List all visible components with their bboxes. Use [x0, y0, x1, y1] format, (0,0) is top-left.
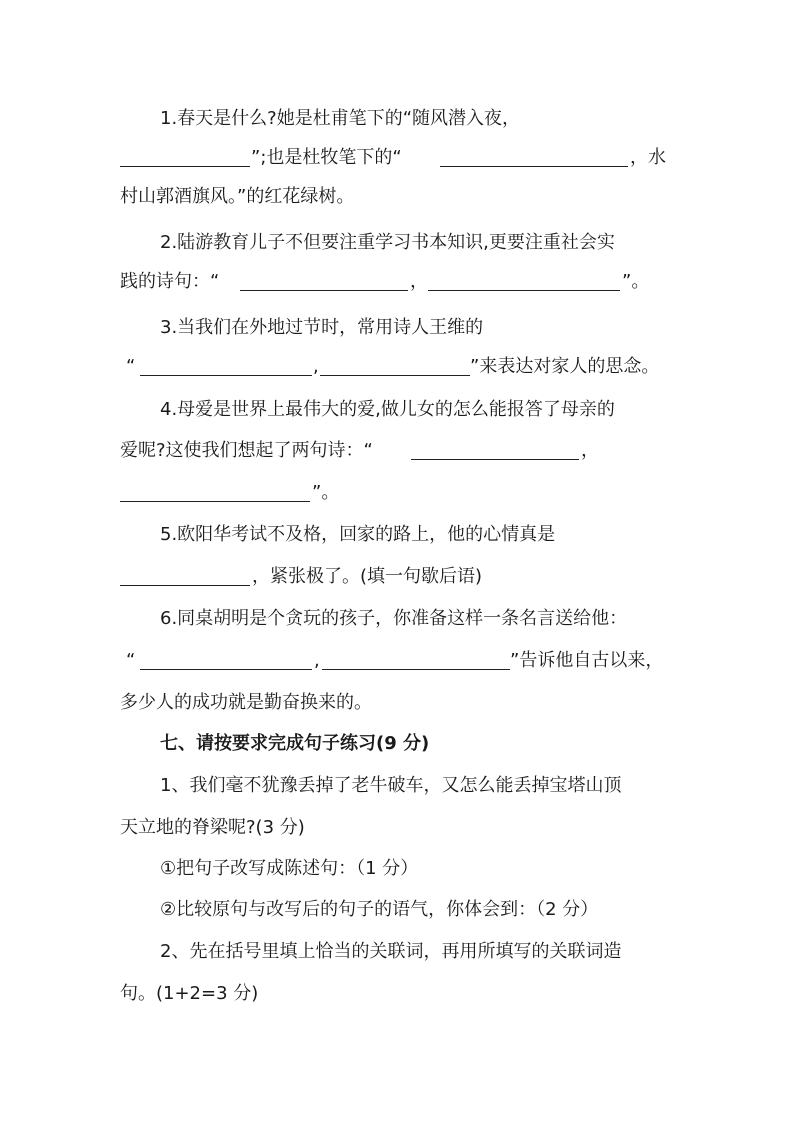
answer-blank[interactable] [120, 568, 250, 586]
q4-text-a: 4.母爱是世界上最伟大的爱,做儿女的怎么能报答了母亲的 [160, 399, 615, 420]
q1-text-a: 1.春天是什么?她是杜甫笔下的“随风潜入夜， [160, 108, 521, 129]
q6-text-b: “ [126, 650, 136, 671]
answer-blank[interactable] [428, 273, 620, 291]
answer-blank[interactable] [140, 358, 312, 376]
s7-text-1a: 1、我们毫不犹豫丢掉了老牛破车，又怎么能丢掉宝塔山顶 [160, 775, 622, 796]
answer-blank[interactable] [140, 652, 312, 670]
q5-text-b: ，紧张极了。(填一句歇后语) [252, 566, 483, 587]
q4-text-c: ， [581, 440, 599, 461]
q3-text-b: “ [126, 356, 136, 377]
q1-text-b: ”;也是杜牧笔下的“ [251, 147, 402, 168]
s7-text-1d: ②比较原句与改写后的句子的语气，你体会到：（2 分） [160, 899, 599, 920]
s7-text-2a: 2、先在括号里填上恰当的关联词，再用所填写的关联词造 [160, 941, 622, 962]
s7-text-1b: 天立地的脊梁呢?(3 分) [120, 817, 305, 838]
answer-blank[interactable] [320, 358, 470, 376]
q1-text-d: 村山郭酒旗风。”的红花绿树。 [120, 186, 355, 207]
q2-text-a: 2.陆游教育儿子不但要注重学习书本知识,更要注重社会实 [160, 232, 615, 253]
answer-blank[interactable] [240, 273, 408, 291]
q6-text-a: 6.同桌胡明是个贪玩的孩子，你准备这样一条名言送给他： [160, 608, 628, 629]
q3-text-c: , [313, 356, 319, 377]
q6-text-d: ”告诉他自古以来， [510, 650, 664, 671]
q5-text-a: 5.欧阳华考试不及格，回家的路上，他的心情真是 [160, 524, 556, 545]
q3-text-a: 3.当我们在外地过节时，常用诗人王维的 [160, 317, 484, 338]
q6-text-e: 多少人的成功就是勤奋换来的。 [120, 692, 372, 713]
q2-text-b: 践的诗句：“ [120, 271, 220, 292]
q6-text-c: , [314, 650, 320, 671]
q1-text-c: ，水 [630, 147, 666, 168]
q2-text-c: ， [410, 271, 428, 292]
q4-text-b: 爱呢?这使我们想起了两句诗：“ [120, 440, 373, 461]
answer-blank[interactable] [120, 149, 250, 167]
answer-blank[interactable] [440, 149, 628, 167]
q2-text-d: ”。 [622, 271, 650, 292]
answer-blank[interactable] [120, 484, 310, 502]
q3-text-d: ”来表达对家人的思念。 [470, 356, 660, 377]
answer-blank[interactable] [411, 442, 579, 460]
section-7-title: 七、请按要求完成句子练习(9 分) [160, 733, 430, 754]
answer-blank[interactable] [322, 652, 510, 670]
s7-text-2b: 句。(1+2=3 分) [120, 983, 259, 1004]
s7-text-1c: ①把句子改写成陈述句：（1 分） [160, 858, 419, 879]
q4-text-d: ”。 [312, 482, 340, 503]
